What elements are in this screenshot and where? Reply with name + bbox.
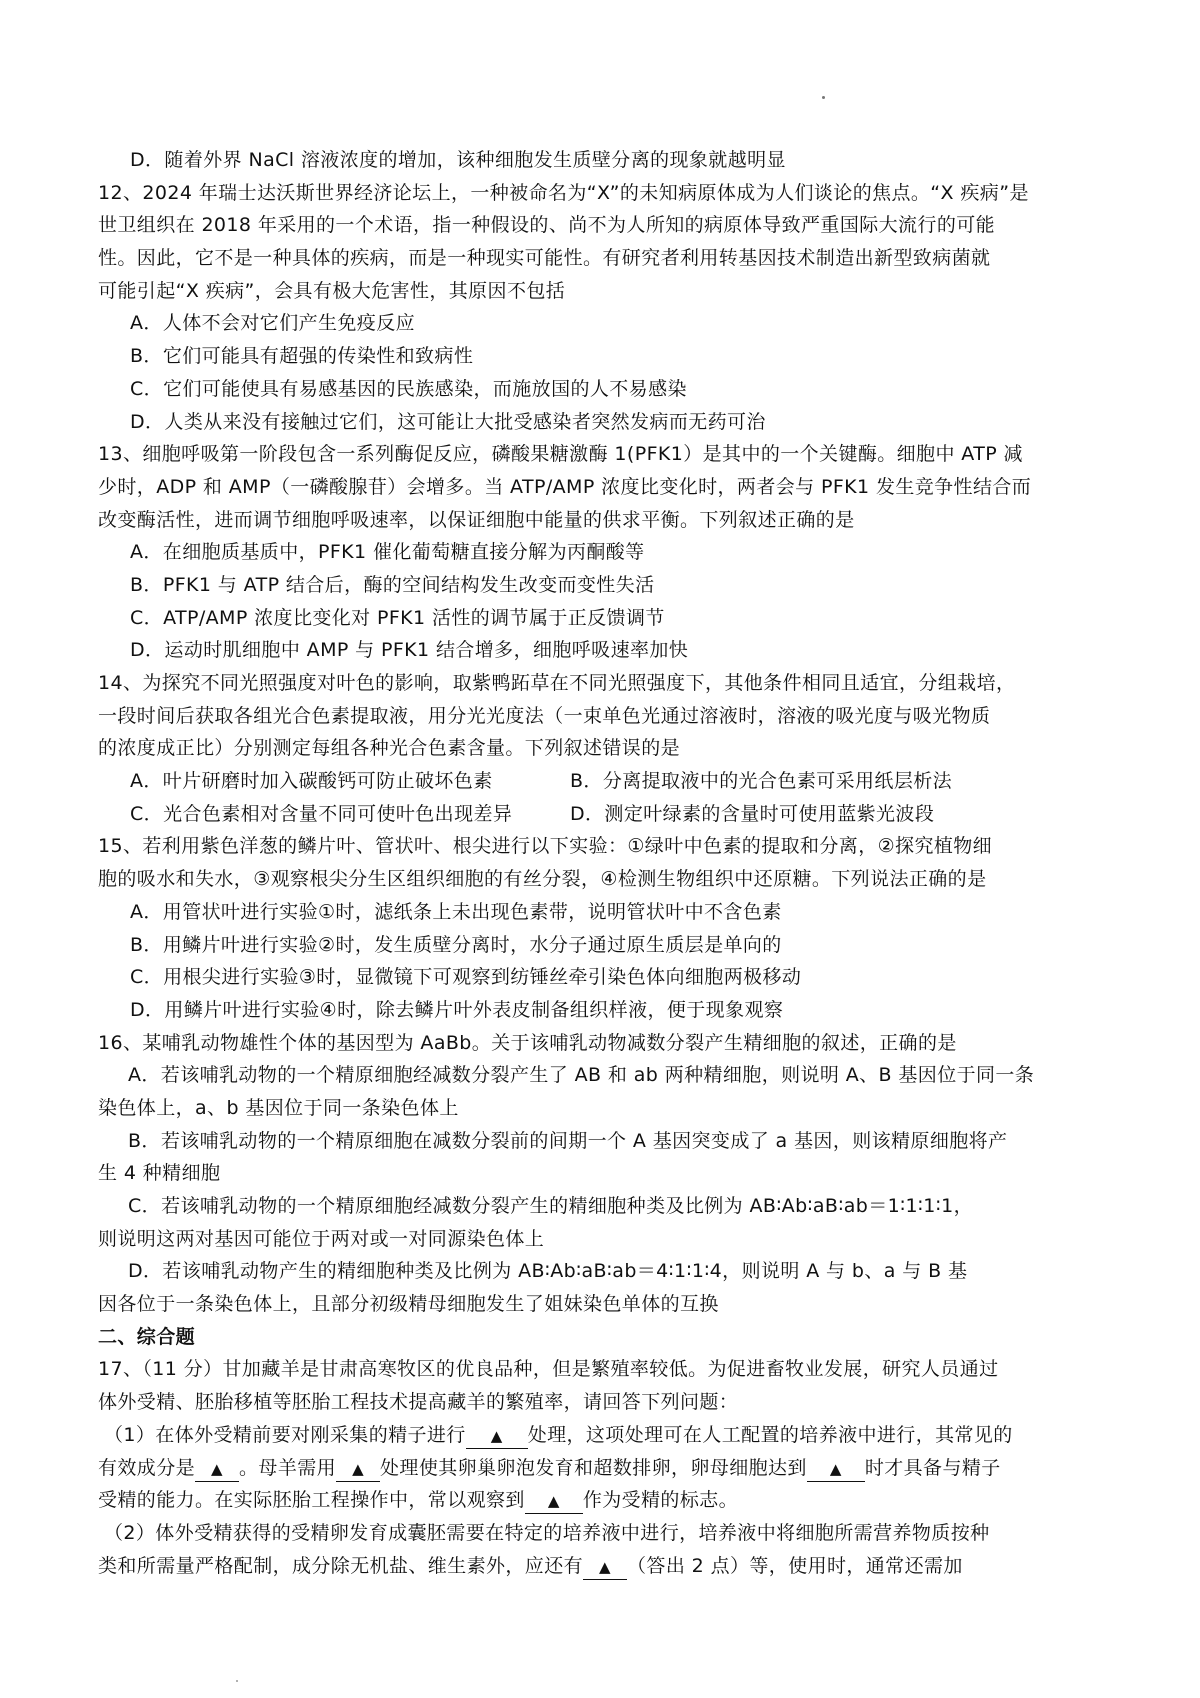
answer-blank[interactable]: ▲ [583, 1555, 627, 1580]
q17-stem-line: 17、（11 分）甘加藏羊是甘肃高寒牧区的优良品种，但是繁殖率较低。为促进畜牧业发展，研究人员通过 [98, 1358, 999, 1381]
q16-option-b: B．若该哺乳动物的一个精原细胞在减数分裂前的间期一个 A 基因突变成了 a 基因，则该精原细胞将产 [128, 1129, 1008, 1152]
text-run: 有效成分是 [98, 1456, 196, 1479]
q12-stem-line: 世卫组织在 2018 年采用的一个术语，指一种假设的、尚不为人所知的病原体导致严重国际大流行的可能 [98, 214, 996, 237]
q14-options-row [98, 765, 1098, 798]
q16-option-c-cont: 则说明这两对基因可能位于两对或一对同源染色体上 [98, 1227, 545, 1250]
text-run: （1）在体外受精前要对刚采集的精子进行 [104, 1423, 466, 1446]
q12-stem-line: 可能引起“X 疾病”，会具有极大危害性，其原因不包括 [98, 279, 566, 302]
q13-stem-line: 少时，ADP 和 AMP（一磷酸腺苷）会增多。当 ATP/AMP 浓度比变化时，两者会与 PFK1 发生竞争性结合而 [98, 475, 1032, 498]
answer-blank[interactable]: ▲ [525, 1489, 583, 1514]
q14-option-b: B．分离提取液中的光合色素可采用纸层析法 [570, 770, 953, 793]
text-run: 作为受精的标志。 [582, 1489, 739, 1512]
q17-part2-line [98, 1550, 1098, 1583]
q12-option-c: C．它们可能使具有易感基因的民族感染，而施放国的人不易感染 [130, 377, 687, 400]
answer-blank[interactable]: ▲ [807, 1457, 865, 1482]
answer-blank[interactable]: ▲ [336, 1457, 380, 1482]
q13-option-b: B．PFK1 与 ATP 结合后，酶的空间结构发生改变而变性失活 [130, 573, 655, 596]
q14-stem-line: 14、为探究不同光照强度对叶色的影响，取紫鸭跖草在不同光照强度下，其他条件相同且适宜，分组栽培， [98, 672, 1016, 694]
q14-option-d: D．测定叶绿素的含量时可使用蓝紫光波段 [570, 802, 935, 825]
q14-stem-line: 的浓度成正比）分别测定每组各种光合色素含量。下列叙述错误的是 [98, 737, 681, 760]
q12-option-d: D．人类从来没有接触过它们，这可能让大批受感染者突然发病而无药可治 [130, 410, 766, 433]
q12-option-b: B．它们可能具有超强的传染性和致病性 [130, 345, 474, 368]
q13-option-c: C．ATP/AMP 浓度比变化对 PFK1 活性的调节属于正反馈调节 [130, 606, 665, 629]
q17-stem-line: 体外受精、胚胎移植等胚胎工程技术提高藏羊的繁殖率，请回答下列问题： [98, 1391, 739, 1414]
q17-part2-line: （2）体外受精获得的受精卵发育成囊胚需要在特定的培养液中进行，培养液中将细胞所需营养物质按种 [104, 1521, 990, 1544]
q14-options-row [98, 798, 1098, 831]
text-run: 处理使其卵巢卵泡发育和超数排卵，卵母细胞达到 [380, 1456, 807, 1479]
q12-stem-line: 12、2024 年瑞士达沃斯世界经济论坛上，一种被命名为“X”的未知病原体成为人们谈论的焦点。“X 疾病”是 [98, 181, 1029, 204]
q13-stem-line: 改变酶活性，进而调节细胞呼吸速率，以保证细胞中能量的供求平衡。下列叙述正确的是 [98, 508, 855, 531]
text-run: （答出 2 点）等，使用时，通常还需加 [627, 1554, 963, 1577]
text-run: 时才具备与精子 [864, 1456, 1001, 1479]
q16-option-b-cont: 生 4 种精细胞 [98, 1162, 221, 1185]
q13-option-d: D．运动时肌细胞中 AMP 与 PFK1 结合增多，细胞呼吸速率加快 [130, 639, 689, 662]
q16-option-a: A．若该哺乳动物的一个精原细胞经减数分裂产生了 AB 和 ab 两种精细胞，则说明 A、B 基因位于同一条 [128, 1064, 1035, 1087]
text-run: 受精的能力。在实际胚胎工程操作中，常以观察到 [98, 1489, 525, 1512]
text-run: 。母羊需用 [239, 1456, 337, 1479]
scan-speck [236, 1680, 238, 1682]
q16-option-c: C．若该哺乳动物的一个精原细胞经减数分裂产生的精细胞种类及比例为 AB∶Ab∶aB∶ab＝1∶1∶1∶1， [128, 1195, 974, 1217]
q13-stem-line: 13、细胞呼吸第一阶段包含一系列酶促反应，磷酸果糖激酶 1(PFK1）是其中的一个关键酶。细胞中 ATP 减 [98, 443, 1023, 466]
scan-speck [822, 96, 825, 99]
text-run: 类和所需量严格配制，成分除无机盐、维生素外，应还有 [98, 1554, 584, 1577]
q15-option-c: C．用根尖进行实验③时，显微镜下可观察到纺锤丝牵引染色体向细胞两极移动 [130, 966, 802, 989]
q12-option-a: A．人体不会对它们产生免疫反应 [130, 312, 415, 335]
q14-option-a: A．叶片研磨时加入碳酸钙可防止破坏色素 [130, 770, 493, 793]
q16-stem: 16、某哺乳动物雄性个体的基因型为 AaBb。关于该哺乳动物减数分裂产生精细胞的叙述，正确的是 [98, 1031, 957, 1054]
q14-option-c: C．光合色素相对含量不同可使叶色出现差异 [130, 802, 513, 825]
exam-text [98, 144, 1098, 1582]
text-run: 处理，这项处理可在人工配置的培养液中进行，其常见的 [527, 1423, 1013, 1446]
q17-part1-line [98, 1452, 1098, 1485]
q15-stem-line: 15、若利用紫色洋葱的鳞片叶、管状叶、根尖进行以下实验：①绿叶中色素的提取和分离，②探究植物细 [98, 835, 993, 858]
q16-option-a-cont: 染色体上，a、b 基因位于同一条染色体上 [98, 1096, 459, 1119]
q16-option-d: D．若该哺乳动物产生的精细胞种类及比例为 AB∶Ab∶aB∶ab＝4∶1∶1∶4，则说明 A 与 b、a 与 B 基 [128, 1260, 968, 1283]
q15-option-b: B．用鳞片叶进行实验②时，发生质壁分离时，水分子通过原生质层是单向的 [130, 933, 782, 956]
section-heading: 二、综合题 [98, 1325, 196, 1348]
q17-part1-line [98, 1419, 1098, 1452]
answer-blank[interactable]: ▲ [466, 1424, 528, 1449]
q15-option-a: A．用管状叶进行实验①时，滤纸条上未出现色素带，说明管状叶中不含色素 [130, 900, 782, 923]
answer-blank[interactable]: ▲ [195, 1457, 239, 1482]
q15-option-d: D．用鳞片叶进行实验④时，除去鳞片叶外表皮制备组织样液，便于现象观察 [130, 998, 784, 1021]
q15-stem-line: 胞的吸水和失水，③观察根尖分生区组织细胞的有丝分裂，④检测生物组织中还原糖。下列说法正确的是 [98, 868, 987, 891]
q13-option-a: A．在细胞质基质中，PFK1 催化葡萄糖直接分解为丙酮酸等 [130, 541, 645, 564]
q14-stem-line: 一段时间后获取各组光合色素提取液，用分光光度法（一束单色光通过溶液时，溶液的吸光度与吸光物质 [98, 704, 991, 727]
q12-stem-line: 性。因此，它不是一种具体的疾病，而是一种现实可能性。有研究者利用转基因技术制造出新型致病菌就 [98, 247, 991, 270]
q16-option-d-cont: 因各位于一条染色体上，且部分初级精母细胞发生了姐妹染色单体的互换 [98, 1293, 719, 1316]
q11-option-d: D．随着外界 NaCl 溶液浓度的增加，该种细胞发生质壁分离的现象就越明显 [130, 149, 786, 171]
q17-part1-line [98, 1484, 1098, 1517]
